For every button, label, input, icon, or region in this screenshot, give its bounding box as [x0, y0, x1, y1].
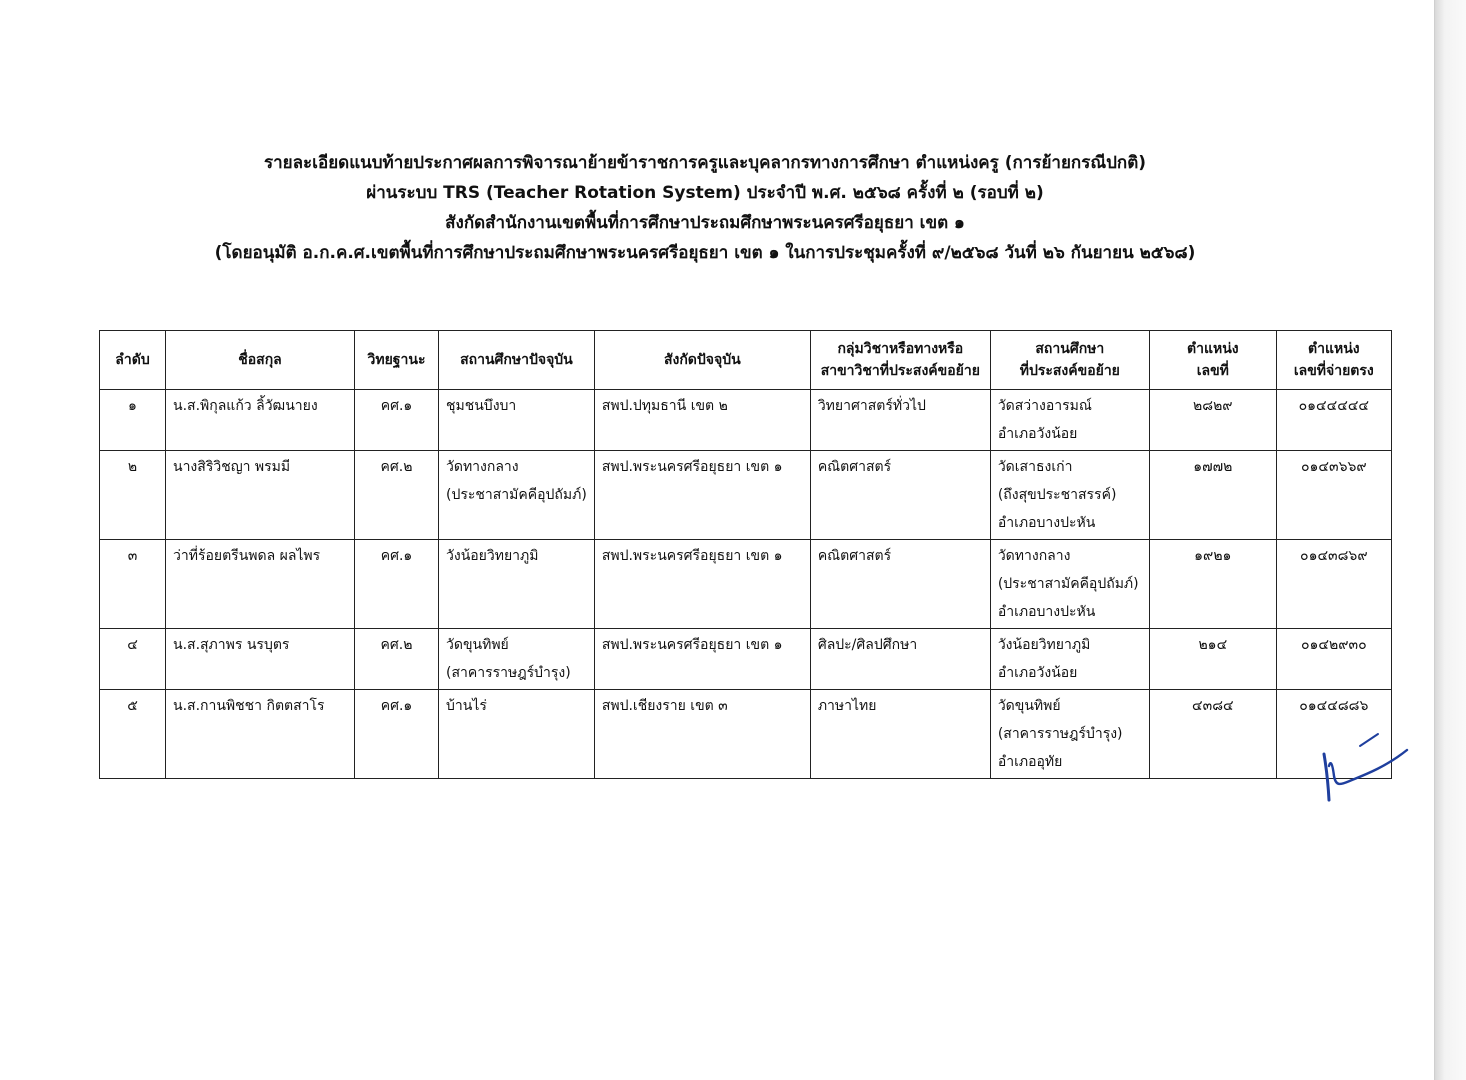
- header-line-1: รายละเอียดแนบท้ายประกาศผลการพิจารณาย้ายข้าราชการครูและบุคลากรทางการศึกษา ตำแหน่งครู (การย้ายกรณีปกติ): [263, 153, 1147, 173]
- column-header: [810, 331, 990, 390]
- requested-subject: ศิลปะ/ศิลปศึกษา: [810, 629, 990, 690]
- current-affiliation: สพป.เชียงราย เขต ๓: [594, 690, 810, 779]
- current-school-line: บ้านไร่: [446, 698, 487, 714]
- column-header-line: สังกัดปัจจุบัน: [663, 352, 741, 368]
- column-header-line: เลขที่: [1196, 363, 1229, 379]
- transfer-table: [99, 330, 1392, 779]
- header-line-3: สังกัดสำนักงานเขตพื้นที่การศึกษาประถมศึกษาพระนครศรีอยุธยา เขต ๑: [445, 213, 965, 233]
- row-number: ๔: [100, 629, 166, 690]
- target-school-line: วัดสว่างอารมณ์: [997, 398, 1092, 414]
- target-school: [990, 540, 1149, 629]
- academic-rank: คศ.๒: [355, 451, 439, 540]
- column-header: [1276, 331, 1391, 390]
- current-school: [439, 629, 595, 690]
- table-row: [100, 390, 1392, 451]
- payroll-number: ๐๑๔๓๘๖๙: [1276, 540, 1391, 629]
- current-school-line: วัดขุนทิพย์: [446, 637, 509, 653]
- column-header: [100, 331, 166, 390]
- payroll-number: ๐๑๔๔๘๘๖: [1276, 690, 1391, 779]
- target-school-line: (สาคารราษฎร์บำรุง): [997, 726, 1123, 742]
- table-row: [100, 451, 1392, 540]
- target-school: [990, 629, 1149, 690]
- target-school-line: อำเภอบางปะหัน: [997, 604, 1096, 620]
- payroll-number: ๐๑๔๒๙๓๐: [1276, 629, 1391, 690]
- signature-mark: [1312, 726, 1422, 810]
- current-school-line: ชุมชนบึงบา: [446, 398, 517, 414]
- target-school: [990, 390, 1149, 451]
- table-row: [100, 690, 1392, 779]
- requested-subject: คณิตศาสตร์: [810, 540, 990, 629]
- current-school-line: (ประชาสามัคคีอุปถัมภ์): [446, 487, 587, 503]
- current-school: [439, 390, 595, 451]
- column-header-line: สาขาวิชาที่ประสงค์ขอย้าย: [820, 363, 980, 379]
- current-affiliation: สพป.พระนครศรีอยุธยา เขต ๑: [594, 540, 810, 629]
- column-header: [439, 331, 595, 390]
- academic-rank: คศ.๒: [355, 629, 439, 690]
- current-school-line: วังน้อยวิทยาภูมิ: [446, 548, 539, 564]
- target-school-line: วังน้อยวิทยาภูมิ: [997, 637, 1091, 653]
- column-header: [1149, 331, 1276, 390]
- academic-rank: คศ.๑: [355, 390, 439, 451]
- target-school-line: อำเภออุทัย: [997, 754, 1063, 770]
- current-affiliation: สพป.ปทุมธานี เขต ๒: [594, 390, 810, 451]
- row-number: ๒: [100, 451, 166, 540]
- teacher-name: น.ส.สุภาพร นรบุตร: [166, 629, 355, 690]
- requested-subject: ภาษาไทย: [810, 690, 990, 779]
- payroll-number: ๐๑๔๓๖๖๙: [1276, 451, 1391, 540]
- current-school-line: (สาคารราษฎร์บำรุง): [446, 665, 571, 681]
- target-school-line: อำเภอบางปะหัน: [997, 515, 1096, 531]
- document-header: [0, 148, 1410, 268]
- position-number: ๔๓๘๔: [1149, 690, 1276, 779]
- target-school-line: (ถึงสุขประชาสรรค์): [997, 487, 1117, 503]
- target-school: [990, 451, 1149, 540]
- teacher-name: น.ส.พิกุลแก้ว ลิ้วัฒนายง: [166, 390, 355, 451]
- academic-rank: คศ.๑: [355, 690, 439, 779]
- column-header-line: เลขที่จ่ายตรง: [1293, 363, 1374, 379]
- target-school: [990, 690, 1149, 779]
- column-header-line: ชื่อสกุล: [238, 352, 282, 368]
- position-number: ๑๙๒๑: [1149, 540, 1276, 629]
- column-header-line: ตำแหน่ง: [1308, 341, 1360, 357]
- current-school: [439, 540, 595, 629]
- column-header: [990, 331, 1149, 390]
- position-number: ๒๘๒๙: [1149, 390, 1276, 451]
- target-school-line: วัดทางกลาง: [997, 548, 1071, 564]
- target-school-line: วัดขุนทิพย์: [997, 698, 1061, 714]
- column-header-line: ลำดับ: [115, 352, 150, 368]
- target-school-line: (ประชาสามัคคีอุปถัมภ์): [997, 576, 1139, 592]
- current-affiliation: สพป.พระนครศรีอยุธยา เขต ๑: [594, 451, 810, 540]
- target-school-line: อำเภอวังน้อย: [997, 665, 1078, 681]
- column-header: [166, 331, 355, 390]
- header-row: [100, 331, 1392, 390]
- column-header-line: ที่ประสงค์ขอย้าย: [1019, 363, 1120, 379]
- current-affiliation: สพป.พระนครศรีอยุธยา เขต ๑: [594, 629, 810, 690]
- current-school-line: วัดทางกลาง: [446, 459, 519, 475]
- column-header: [594, 331, 810, 390]
- position-number: ๑๗๗๒: [1149, 451, 1276, 540]
- current-school: [439, 690, 595, 779]
- requested-subject: คณิตศาสตร์: [810, 451, 990, 540]
- academic-rank: คศ.๑: [355, 540, 439, 629]
- teacher-name: ว่าที่ร้อยตรีนพดล ผลไพร: [166, 540, 355, 629]
- requested-subject: วิทยาศาสตร์ทั่วไป: [810, 390, 990, 451]
- column-header-line: กลุ่มวิชาหรือทางหรือ: [837, 341, 964, 357]
- table-row: [100, 540, 1392, 629]
- column-header-line: สถานศึกษาปัจจุบัน: [460, 352, 573, 368]
- column-header: [355, 331, 439, 390]
- payroll-number: ๐๑๔๔๔๔๔: [1276, 390, 1391, 451]
- table-row: [100, 629, 1392, 690]
- column-header-line: วิทยฐานะ: [367, 352, 426, 368]
- row-number: ๑: [100, 390, 166, 451]
- column-header-line: สถานศึกษา: [1035, 341, 1105, 357]
- current-school: [439, 451, 595, 540]
- target-school-line: วัดเสาธงเก่า: [997, 459, 1073, 475]
- header-line-2: ผ่านระบบ TRS (Teacher Rotation System) ประจำปี พ.ศ. ๒๕๖๘ ครั้งที่ ๒ (รอบที่ ๒): [366, 183, 1044, 203]
- row-number: ๓: [100, 540, 166, 629]
- teacher-name: น.ส.กานพิชชา กิตตสาโร: [166, 690, 355, 779]
- page-edge-shadow: [1434, 0, 1466, 1080]
- target-school-line: อำเภอวังน้อย: [997, 426, 1078, 442]
- column-header-line: ตำแหน่ง: [1187, 341, 1239, 357]
- header-line-4: (โดยอนุมัติ อ.ก.ค.ศ.เขตพื้นที่การศึกษาประถมศึกษาพระนครศรีอยุธยา เขต ๑ ในการประชุมครั้งที่ ๙/๒๕๖๘ วันที่ ๒๖ กันยายน ๒๕๖๘): [214, 243, 1196, 263]
- position-number: ๒๑๔: [1149, 629, 1276, 690]
- row-number: ๕: [100, 690, 166, 779]
- teacher-name: นางสิริวิชญา พรมมี: [166, 451, 355, 540]
